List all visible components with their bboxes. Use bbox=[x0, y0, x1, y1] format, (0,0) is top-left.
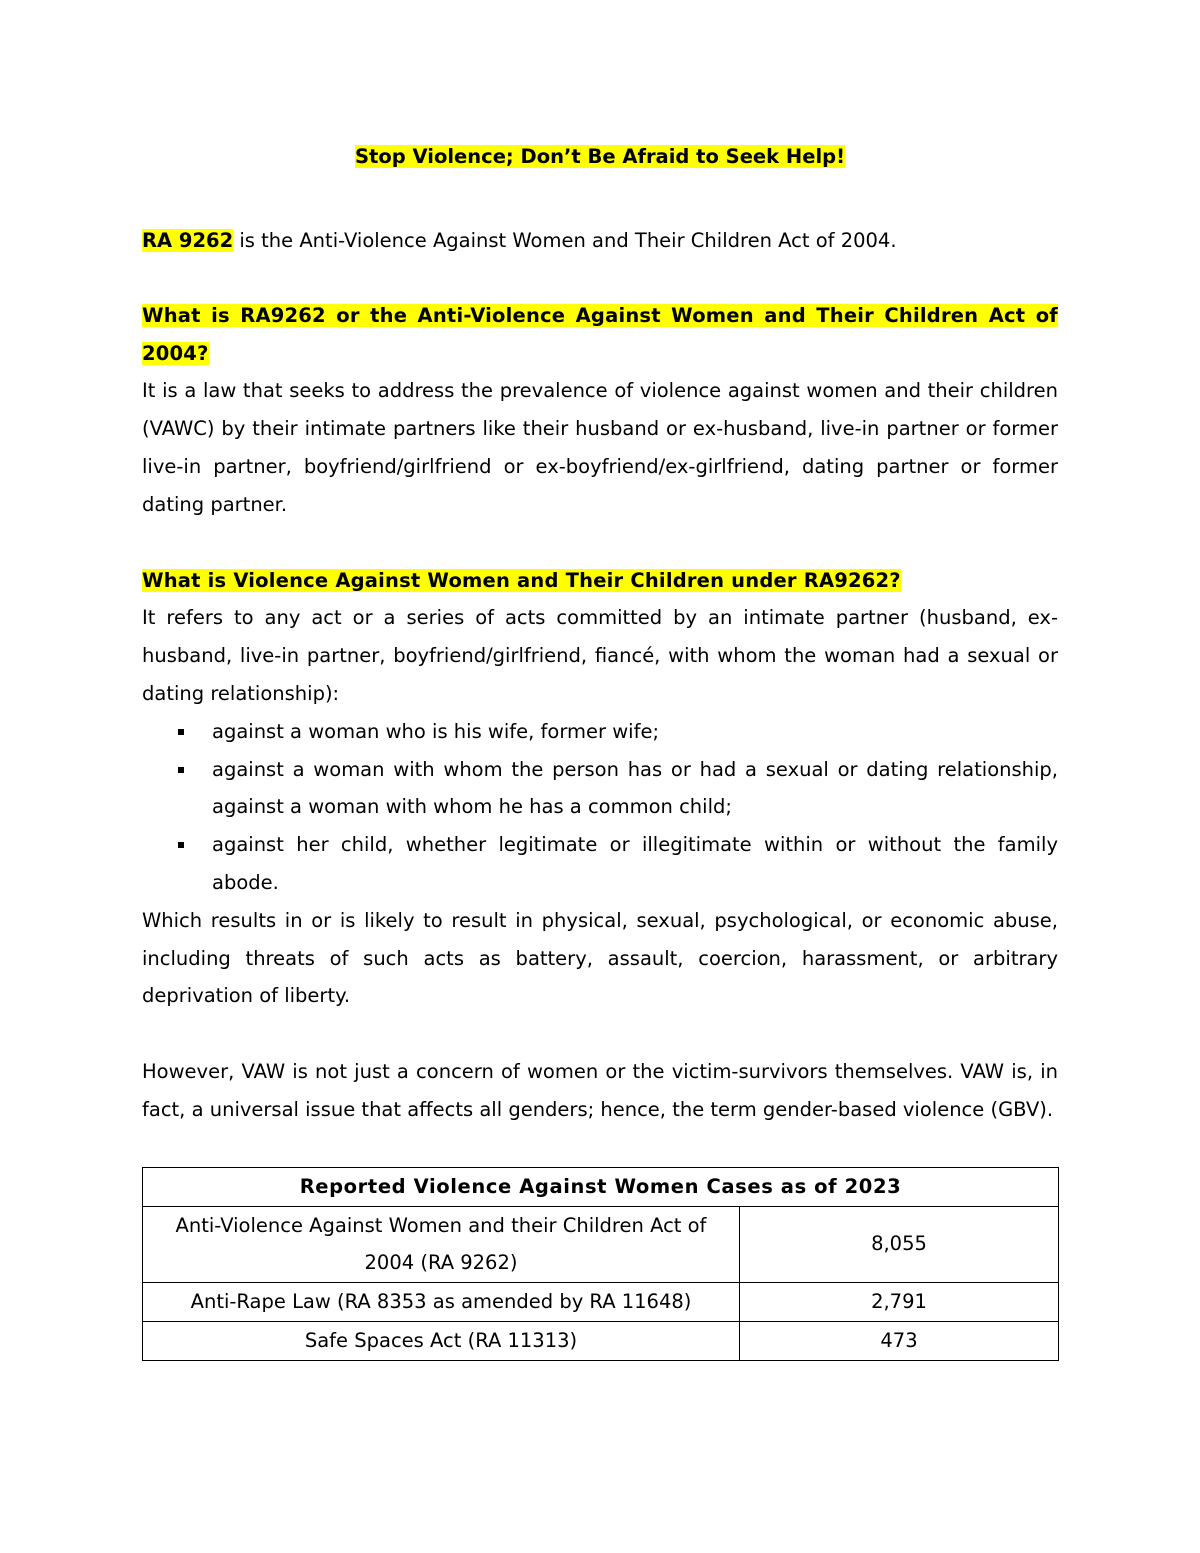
section1-heading: What is RA9262 or the Anti-Violence Against Women and Their Children Act of 2004? bbox=[142, 303, 1058, 365]
square-bullet-icon bbox=[178, 842, 184, 848]
table-row bbox=[143, 1206, 1059, 1283]
intro-highlight: RA 9262 bbox=[142, 229, 234, 252]
title-block bbox=[142, 138, 1058, 176]
table-header: Reported Violence Against Women Cases as of 2023 bbox=[143, 1167, 1059, 1206]
section1-heading-line bbox=[142, 297, 1058, 373]
list-item-text: against her child, whether legitimate or illegitimate within or without the family abode. bbox=[212, 833, 1058, 894]
section2-heading-line bbox=[142, 562, 1058, 600]
square-bullet-icon bbox=[178, 729, 184, 735]
table-row bbox=[143, 1283, 1059, 1322]
section2-body: It refers to any act or a series of acts committed by an intimate partner (husband, ex-husband, live-in partner, boyfriend/girlfriend, fiancé, with whom the woman had a sexual or dating relationship): bbox=[142, 606, 1058, 705]
table-cell-count: 2,791 bbox=[740, 1283, 1059, 1322]
table-cell-law: Anti-Rape Law (RA 8353 as amended by RA 11648) bbox=[143, 1283, 740, 1322]
table-cell-law: Safe Spaces Act (RA 11313) bbox=[143, 1321, 740, 1360]
table-row bbox=[143, 1321, 1059, 1360]
spacer bbox=[142, 524, 1058, 562]
table-cell-law: Anti-Violence Against Women and their Children Act of 2004 (RA 9262) bbox=[143, 1206, 740, 1283]
intro-text: is the Anti-Violence Against Women and Their Children Act of 2004. bbox=[233, 229, 897, 252]
table-cell-count: 473 bbox=[740, 1321, 1059, 1360]
list-item-text: against a woman who is his wife, former wife; bbox=[212, 719, 660, 743]
section2-heading: What is Violence Against Women and Their Children under RA9262? bbox=[142, 568, 901, 592]
square-bullet-icon bbox=[178, 767, 184, 773]
bullet-list bbox=[142, 713, 1058, 902]
section2-conclusion: Which results in or is likely to result in physical, sexual, psychological, or economic abuse, including threats of such acts as battery, assault, coercion, harassment, or arbitrary deprivation of liberty. bbox=[142, 908, 1058, 1008]
spacer bbox=[142, 1015, 1058, 1053]
intro-paragraph bbox=[142, 222, 1058, 260]
list-item bbox=[142, 713, 1058, 751]
table-cell-count: 8,055 bbox=[740, 1206, 1059, 1283]
cases-table bbox=[142, 1167, 1059, 1361]
section1-body: It is a law that seeks to address the prevalence of violence against women and their children (VAWC) by their intimate partners like their husband or ex-husband, live-in partner or former live-in partner, boyfriend/girlfriend or ex-boyfriend/ex-girlfriend, dating partner or former dating partner. bbox=[142, 379, 1058, 516]
table-header-row bbox=[143, 1167, 1059, 1206]
section3-body: However, VAW is not just a concern of women or the victim-survivors themselves. VAW is, in fact, a universal issue that affects all genders; hence, the term gender-based violence (GBV). bbox=[142, 1060, 1058, 1121]
list-item bbox=[142, 751, 1058, 827]
page-title: Stop Violence; Don’t Be Afraid to Seek Help! bbox=[355, 145, 845, 168]
list-item-text: against a woman with whom the person has or had a sexual or dating relationship, against a woman with whom he has a common child; bbox=[212, 757, 1058, 819]
document-content bbox=[142, 138, 1058, 1361]
list-item bbox=[142, 826, 1058, 902]
